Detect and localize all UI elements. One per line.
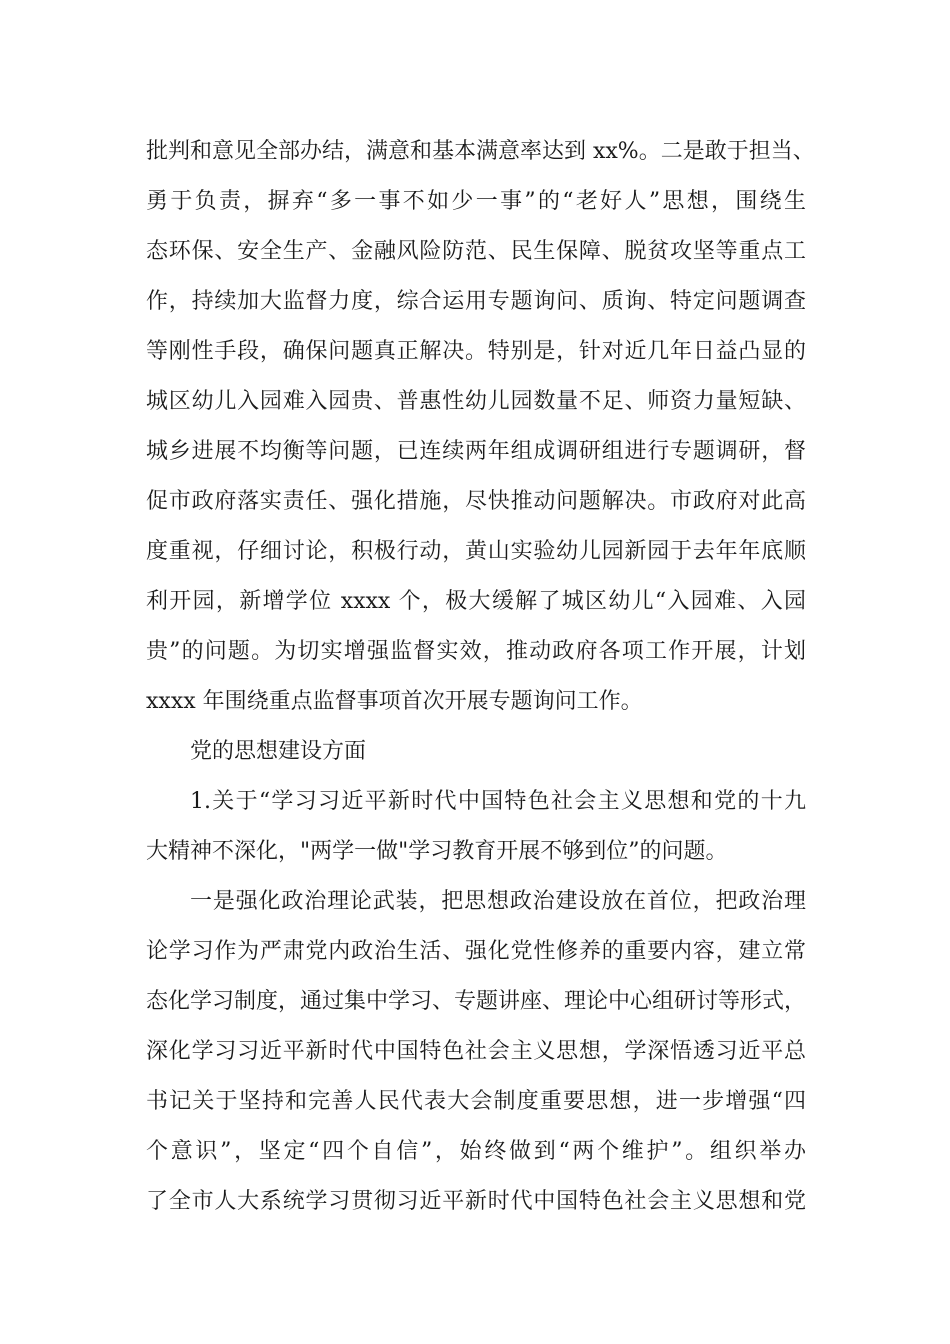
text-line: 利开园，新增学位 xxxx 个，极大缓解了城区幼儿“入园难、入园 [146,589,806,614]
text-line: 作，持续加大监督力度，综合运用专题询问、质询、特定问题调查 [146,289,806,314]
text-line: 态环保、安全生产、金融风险防范、民生保障、脱贫攻坚等重点工 [146,239,806,264]
text-line: 个意识”，坚定“四个自信”，始终做到“两个维护”。组织举办 [146,1139,806,1164]
text-line: 论学习作为严肃党内政治生活、强化党性修养的重要内容，建立常 [146,939,806,964]
text-line: 一是强化政治理论武装，把思想政治建设放在首位，把政治理 [190,889,806,914]
text-line: 城乡进展不均衡等问题，已连续两年组成调研组进行专题调研，督 [146,439,806,464]
text-line: 城区幼儿入园难入园贵、普惠性幼儿园数量不足、师资力量短缺、 [146,389,806,414]
section-heading: 党的思想建设方面 [190,739,367,764]
text-line: 书记关于坚持和完善人民代表大会制度重要思想，进一步增强“四 [146,1089,806,1114]
text-line: 深化学习习近平新时代中国特色社会主义思想，学深悟透习近平总 [146,1039,806,1064]
text-line: 大精神不深化，"两学一做"学习教育开展不够到位”的问题。 [146,839,728,864]
text-line: 勇于负责，摒弃“多一事不如少一事”的“老好人”思想，围绕生 [146,189,806,214]
text-line: 度重视，仔细讨论，积极行动，黄山实验幼儿园新园于去年年底顺 [146,539,806,564]
text-line: 贵”的问题。为切实增强监督实效，推动政府各项工作开展，计划 [146,639,806,664]
text-line: 批判和意见全部办结，满意和基本满意率达到 xx%。二是敢于担当、 [146,139,815,164]
text-line: 促市政府落实责任、强化措施，尽快推动问题解决。市政府对此高 [146,489,806,514]
text-line: xxxx 年围绕重点监督事项首次开展专题询问工作。 [146,689,643,714]
text-line: 了全市人大系统学习贯彻习近平新时代中国特色社会主义思想和党 [146,1189,806,1214]
text-line: 1.关于“学习习近平新时代中国特色社会主义思想和党的十九 [190,789,806,814]
text-line: 等刚性手段，确保问题真正解决。特别是，针对近几年日益凸显的 [146,339,806,364]
text-line: 态化学习制度，通过集中学习、专题讲座、理论中心组研讨等形式， [146,989,807,1014]
